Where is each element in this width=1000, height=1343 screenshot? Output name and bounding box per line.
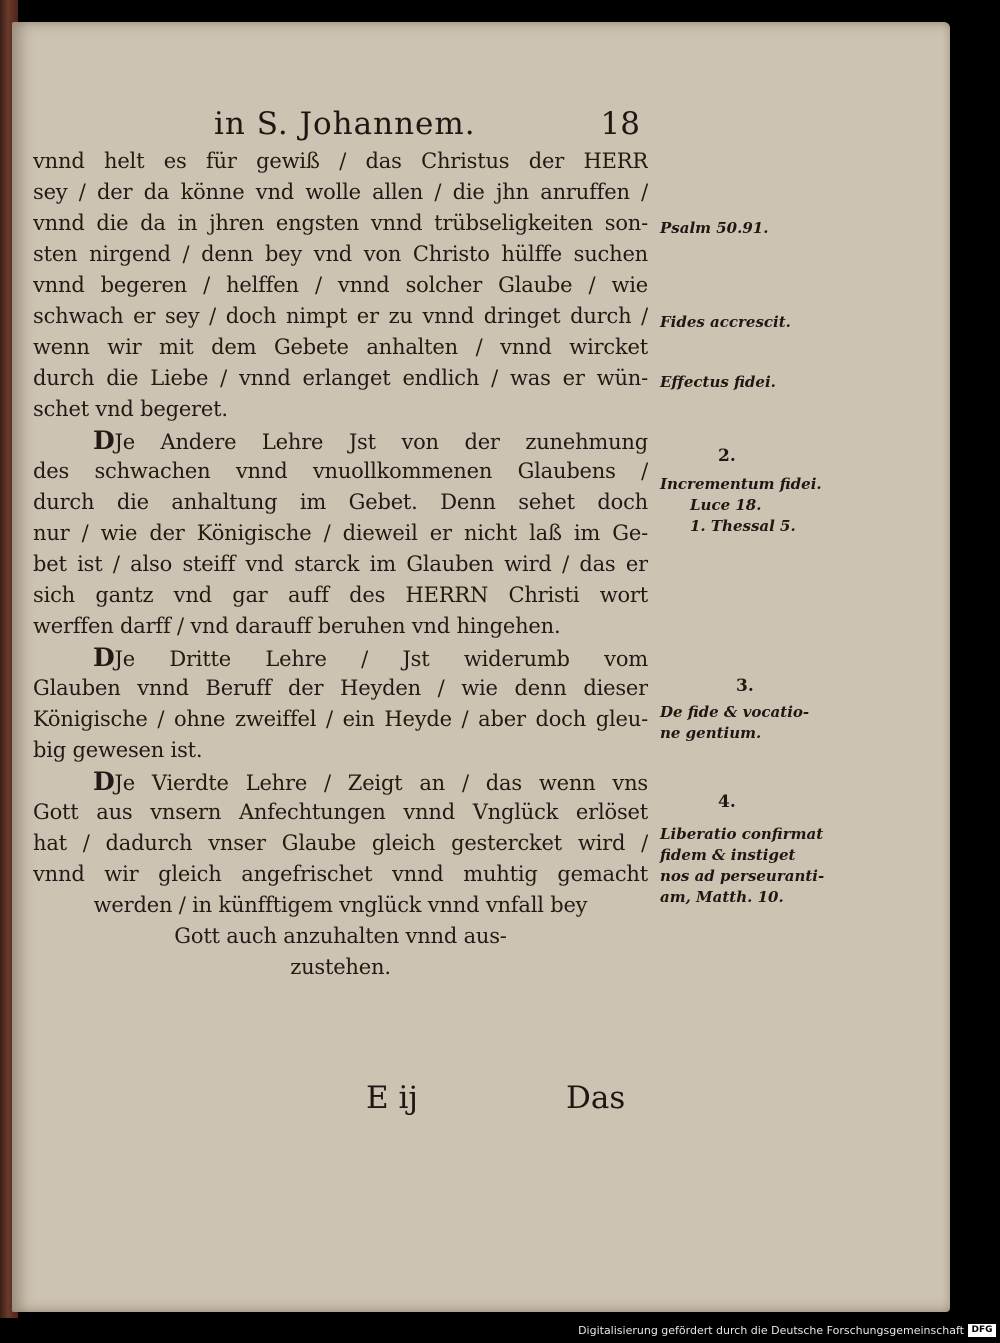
text-line: sey / der da könne vnd wolle allen / die jhn anruffen / xyxy=(33,180,648,204)
paragraph-start: DJe Dritte Lehre / Jst widerumb vom xyxy=(93,643,648,672)
dfg-logo: DFG xyxy=(968,1324,996,1337)
running-header xyxy=(214,100,654,150)
margin-note-liberatio: Liberatio confirmat fidem & instiget nos ad perseuranti- am, Matth. 10. xyxy=(660,825,825,906)
paragraph-start: DJe Andere Lehre Jst von der zunehmung xyxy=(93,426,648,455)
text-line: vnnd wir gleich angefrischet vnnd muhtig gemacht xyxy=(33,862,648,886)
paragraph-start: DJe Vierdte Lehre / Zeigt an / das wenn vns xyxy=(93,767,648,796)
text-line: sten nirgend / denn bey vnd von Christo hülffe suchen xyxy=(33,242,648,266)
text-line: hat / dadurch vnser Glaube gleich gestercket wird / xyxy=(33,831,648,855)
credit-text: Digitalisierung gefördert durch die Deutsche Forschungsgemeinschaft xyxy=(578,1324,964,1337)
credit-bar xyxy=(0,1318,1000,1343)
margin-note-number: 3. xyxy=(736,676,754,696)
margin-note-de-fide: De fide & vocatio- ne gentium. xyxy=(660,703,810,742)
text-line: zustehen. xyxy=(290,955,391,979)
text-line: bet ist / also steiff vnd starck im Glauben wird / das er xyxy=(33,552,648,576)
text-line: vnnd begeren / helffen / vnnd solcher Glaube / wie xyxy=(33,273,648,297)
text-line: durch die anhaltung im Gebet. Denn sehet doch xyxy=(33,490,648,514)
text-line: Glauben vnnd Beruff der Heyden / wie denn dieser xyxy=(33,676,648,700)
text-line: durch die Liebe / vnnd erlanget endlich / was er wün- xyxy=(33,366,648,390)
text-line: werden / in künfftigem vnglück vnnd vnfall bey xyxy=(93,893,588,917)
margin-note-effectus: Effectus fidei. xyxy=(660,373,776,391)
margin-note-psalm: Psalm 50.91. xyxy=(660,219,769,237)
main-text xyxy=(33,146,648,983)
catchword: Das xyxy=(566,1080,626,1116)
page-number: 18 xyxy=(600,106,640,142)
text-line: big gewesen ist. xyxy=(33,738,203,762)
signature-mark: E ij xyxy=(366,1080,419,1116)
text-line: wenn wir mit dem Gebete anhalten / vnnd wircket xyxy=(33,335,648,359)
text-line: sich gantz vnd gar auff des HERRN Christi wort xyxy=(33,583,648,607)
text-line: schet vnd begeret. xyxy=(33,397,228,421)
text-line: vnnd die da in jhren engsten vnnd trübseligkeiten son- xyxy=(33,211,648,235)
text-line: Königische / ohne zweiffel / ein Heyde / aber doch gleu- xyxy=(33,707,648,731)
text-line: nur / wie der Königische / dieweil er nicht laß im Ge- xyxy=(33,521,648,545)
margin-note-number: 2. xyxy=(718,446,736,466)
text-line: vnnd helt es für gewiß / das Christus der HERR xyxy=(33,149,648,173)
running-title: in S. Johannem. xyxy=(214,106,476,142)
text-line: Gott aus vnsern Anfechtungen vnnd Vnglück erlöset xyxy=(33,800,648,824)
text-line: werffen darff / vnd darauff beruhen vnd hingehen. xyxy=(33,614,561,638)
text-line: des schwachen vnnd vnuollkommenen Glaubens / xyxy=(33,459,648,483)
margin-note-number: 4. xyxy=(718,792,736,812)
margin-note-fides: Fides accrescit. xyxy=(660,313,791,331)
text-line: Gott auch anzuhalten vnnd aus- xyxy=(174,924,507,948)
text-line: schwach er sey / doch nimpt er zu vnnd dringet durch / xyxy=(33,304,648,328)
margin-note-incrementum: Incrementum fidei. Luce 18. 1. Thessal 5. xyxy=(660,475,822,535)
